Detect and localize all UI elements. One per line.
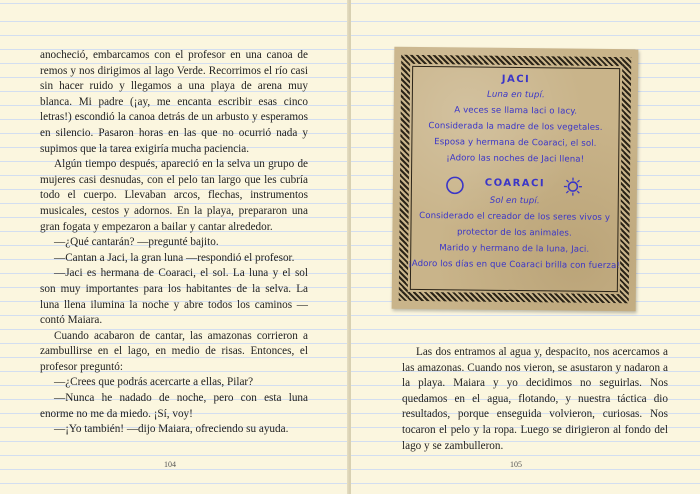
note-line: Esposa y hermana de Coaraci, el sol.	[434, 137, 597, 149]
coaraci-title: COARACI	[484, 177, 546, 190]
note-line: Marido y hermano de la luna, Jaci.	[439, 243, 590, 255]
note-line: Considerado el creador de los seres vivos y	[419, 210, 611, 223]
paragraph: Las dos entramos al agua y, despacito, nos acercamos a las amazonas. Cuando nos vieron, se asustaron y nadaron a la playa. Maiara y yo decidimos no seguirlas. Nos quedamos en el agua, flotando, y nuestra táctica dio resultados, porque enseguida volvieron, curiosas. Nos tocaron el pelo y la ropa. Luego se dirigieron al fondo del lago y se zambulleron.	[402, 346, 668, 452]
jaci-title: JACI	[501, 73, 531, 86]
paragraph: Cuando acabaron de cantar, las amazonas corrieron a zambullirse en el lago, en medio de risas. Entonces, el profesor preguntó:	[40, 329, 308, 373]
page-number: 105	[510, 460, 522, 469]
paragraph: —¿Crees que podrás acercarte a ellas, Pilar?	[54, 376, 254, 389]
paragraph: Algún tiempo después, apareció en la selva un grupo de mujeres casi desnudas, con el pelo tan largo que les cubría todo el cuerpo. Llevaban arcos, flechas, instrumentos musicales, cestos y adornos. En la playa, prepararon una gran fogata y empezaron a bailar y cantar alrededor.	[40, 158, 308, 233]
paragraph: —Nunca he nadado de noche, pero con esta luna enorme no me da miedo. ¡Sí, voy!	[40, 392, 308, 420]
note-line: ¡Adoro las noches de Jaci llena!	[446, 153, 585, 165]
left-page	[0, 0, 349, 494]
note-line: Sol en tupí.	[489, 195, 540, 207]
right-page	[351, 0, 700, 494]
page-number: 104	[164, 460, 176, 469]
paragraph: —¿Qué cantarán? —pregunté bajito.	[54, 236, 219, 249]
paragraph: —Jaci es hermana de Coaraci, el sol. La luna y el sol son muy importantes para los habitantes de la selva. La luna llena ilumina la noche y abre todos los caminos —contó Maiara.	[40, 267, 308, 327]
paragraph: anocheció, embarcamos con el profesor en una canoa de remos y nos dirigimos al lago Verde. Recorrimos el río casi sin hacer ruido y llegamos a una playa de arena muy blanca. Mi padre (¡ay, me encanta escribir esas cinco letras!) escondió la canoa detrás de un arbusto y esperamos en silencio. Pasaron horas en las que no ocurrió nada y supimos que la tarea exigiría mucha paciencia.	[40, 49, 308, 155]
note-line: ¡Adoro los días en que Coaraci brilla con fuerza!	[408, 258, 620, 272]
paragraph: —¡Yo también! —dijo Maiara, ofreciendo su ayuda.	[54, 423, 289, 436]
left-page-text	[40, 48, 308, 438]
right-page-text	[402, 345, 668, 454]
note-line: Luna en tupí.	[486, 89, 545, 101]
note-line: A veces se llama Iaci o Iacy.	[454, 105, 578, 117]
note-line: protector de los animales.	[456, 227, 572, 239]
parchment-note	[392, 47, 639, 312]
note-line: Considerada la madre de los vegetales.	[428, 121, 603, 133]
paragraph: —Cantan a Jaci, la gran luna —respondió el profesor.	[54, 251, 295, 264]
